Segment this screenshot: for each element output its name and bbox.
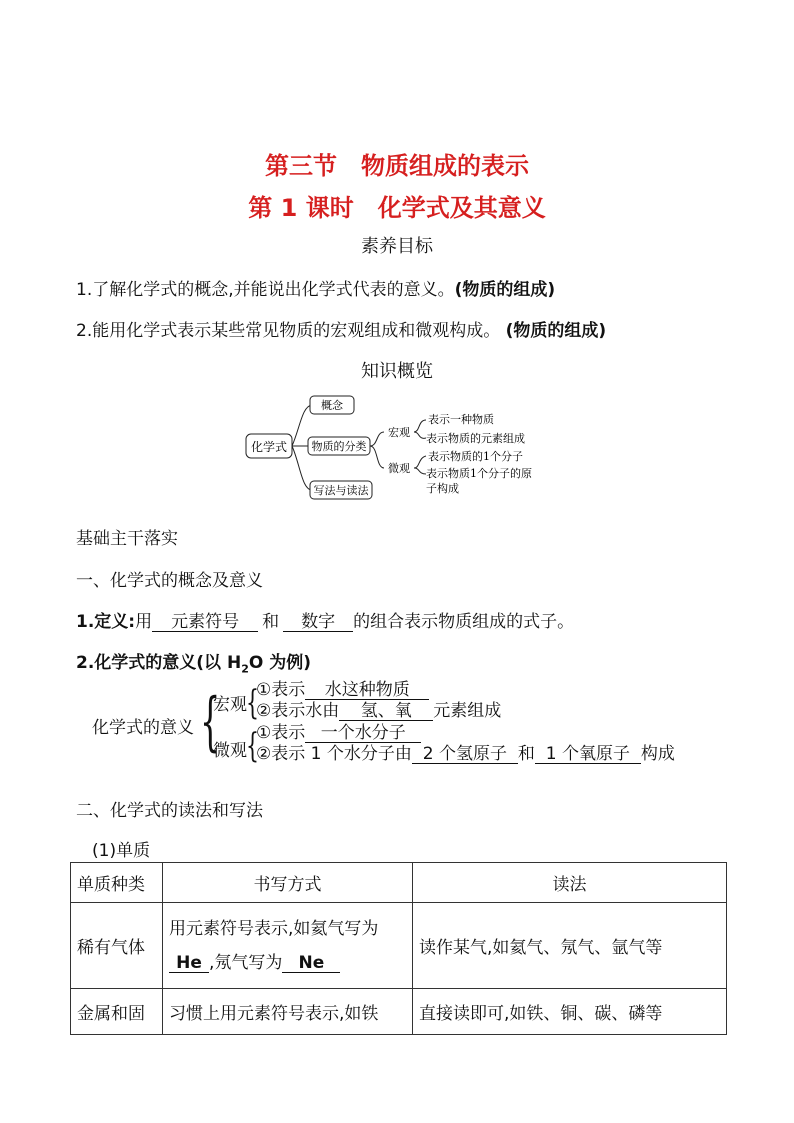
goal-1-tag: (物质的组成): [454, 280, 556, 300]
overview-heading: 知识概览: [361, 361, 433, 382]
meaning-heading: [76, 648, 311, 675]
micro-line-2: [256, 744, 675, 764]
table-header-row: [71, 863, 727, 903]
micro-2-pre: ②表示 1 个水分子由: [256, 744, 412, 764]
micro-2-post: 构成: [640, 744, 675, 764]
goals-heading: 素养目标: [361, 236, 433, 257]
meaning-brace: {: [200, 685, 221, 759]
row-1-blank-1: He: [169, 954, 209, 973]
mindmap-center-label: 化学式: [250, 440, 288, 454]
definition-post: 的组合表示物质组成的式子。: [353, 612, 575, 632]
subsection-1-heading: (1)单质: [92, 841, 151, 861]
overview-mindmap: [240, 388, 560, 500]
mindmap-meaning-label: 物质的分类: [311, 440, 367, 453]
mindmap-concept-label: 概念: [321, 399, 343, 412]
section-1-heading: 一、化学式的概念及意义: [76, 571, 263, 591]
section-2-heading: 二、化学式的读法和写法: [76, 801, 263, 821]
goal-1-text: 1.了解化学式的概念,并能说出化学式代表的意义。: [76, 280, 455, 300]
goal-item-1: [76, 275, 555, 300]
meaning-label-end: O 为例): [248, 653, 311, 673]
mindmap-micro-2: 表示物质1个分子的原: [426, 467, 532, 480]
meaning-label: 2.化学式的意义(以 H: [76, 653, 242, 673]
macro-brace: {: [246, 683, 259, 723]
meaning-root: 化学式的意义: [92, 718, 194, 738]
row-2-kind: 金属和固: [71, 989, 163, 1035]
mindmap-macro-2: 表示物质的元素组成: [426, 432, 525, 445]
definition-blank-1: 元素符号: [152, 613, 258, 632]
row-1-write-mid: ,氖气写为: [209, 952, 283, 973]
macro-2-blank: 氢、氧: [339, 702, 433, 721]
macro-1-blank: 水这种物质: [305, 681, 429, 700]
goal-item-2: [76, 316, 606, 341]
meaning-sub: 2: [241, 662, 249, 676]
table-header-write: 书写方式: [163, 863, 413, 903]
mindmap-micro: 微观: [388, 462, 410, 475]
mindmap-micro-3: 子构成: [426, 482, 459, 495]
mindmap-macro-1: 表示一种物质: [428, 413, 494, 426]
row-2-read: 直接读即可,如铁、铜、碳、磷等: [413, 989, 727, 1035]
micro-2-blank-1: 2 个氢原子: [412, 745, 518, 764]
goal-2-text: 2.能用化学式表示某些常见物质的宏观组成和微观构成。: [76, 321, 501, 341]
table-row: [71, 989, 727, 1035]
lesson-section-title: 第三节 物质组成的表示: [265, 152, 529, 180]
micro-1-pre: ①表示: [256, 723, 306, 743]
goal-2-tag: (物质的组成): [505, 321, 607, 341]
macro-2-post: 元素组成: [433, 701, 502, 721]
definition-pre: 用: [135, 612, 153, 632]
definition-label: 1.定义:: [76, 612, 136, 632]
basics-heading: 基础主干落实: [76, 529, 178, 549]
macro-2-pre: ②表示水由: [256, 701, 340, 721]
mindmap-macro: 宏观: [388, 426, 410, 439]
micro-2-mid: 和: [517, 744, 535, 764]
micro-2-blank-2: 1 个氧原子: [535, 745, 641, 764]
macro-line-1: [256, 680, 429, 700]
mindmap-micro-1: 表示物质的1个分子: [428, 450, 523, 463]
macro-1-pre: ①表示: [256, 680, 306, 700]
row-1-write-pre: 用元素符号表示,如氦气写为: [169, 918, 379, 939]
meaning-macro-label: 宏观: [213, 695, 247, 715]
micro-brace: {: [246, 726, 259, 766]
definition-blank-2: 数字: [283, 613, 353, 632]
table-header-read: 读法: [413, 863, 727, 903]
meaning-micro-label: 微观: [213, 741, 247, 761]
definition-mid: 和: [262, 612, 280, 632]
row-1-kind: 稀有气体: [71, 903, 163, 989]
element-table: [70, 862, 727, 1035]
table-row: [71, 903, 727, 989]
row-1-read: 读作某气,如氦气、氖气、氩气等: [413, 903, 727, 989]
table-header-kind: 单质种类: [71, 863, 163, 903]
definition-line: [76, 607, 574, 632]
row-1-blank-2: Ne: [282, 954, 340, 973]
micro-line-1: [256, 723, 421, 743]
row-2-write: 习惯上用元素符号表示,如铁: [163, 989, 413, 1035]
row-1-write: [163, 903, 413, 989]
macro-line-2: [256, 701, 501, 721]
micro-1-blank: 一个水分子: [305, 724, 421, 743]
lesson-title: 第 1 课时 化学式及其意义: [248, 194, 546, 222]
mindmap-write-label: 写法与读法: [313, 484, 369, 497]
